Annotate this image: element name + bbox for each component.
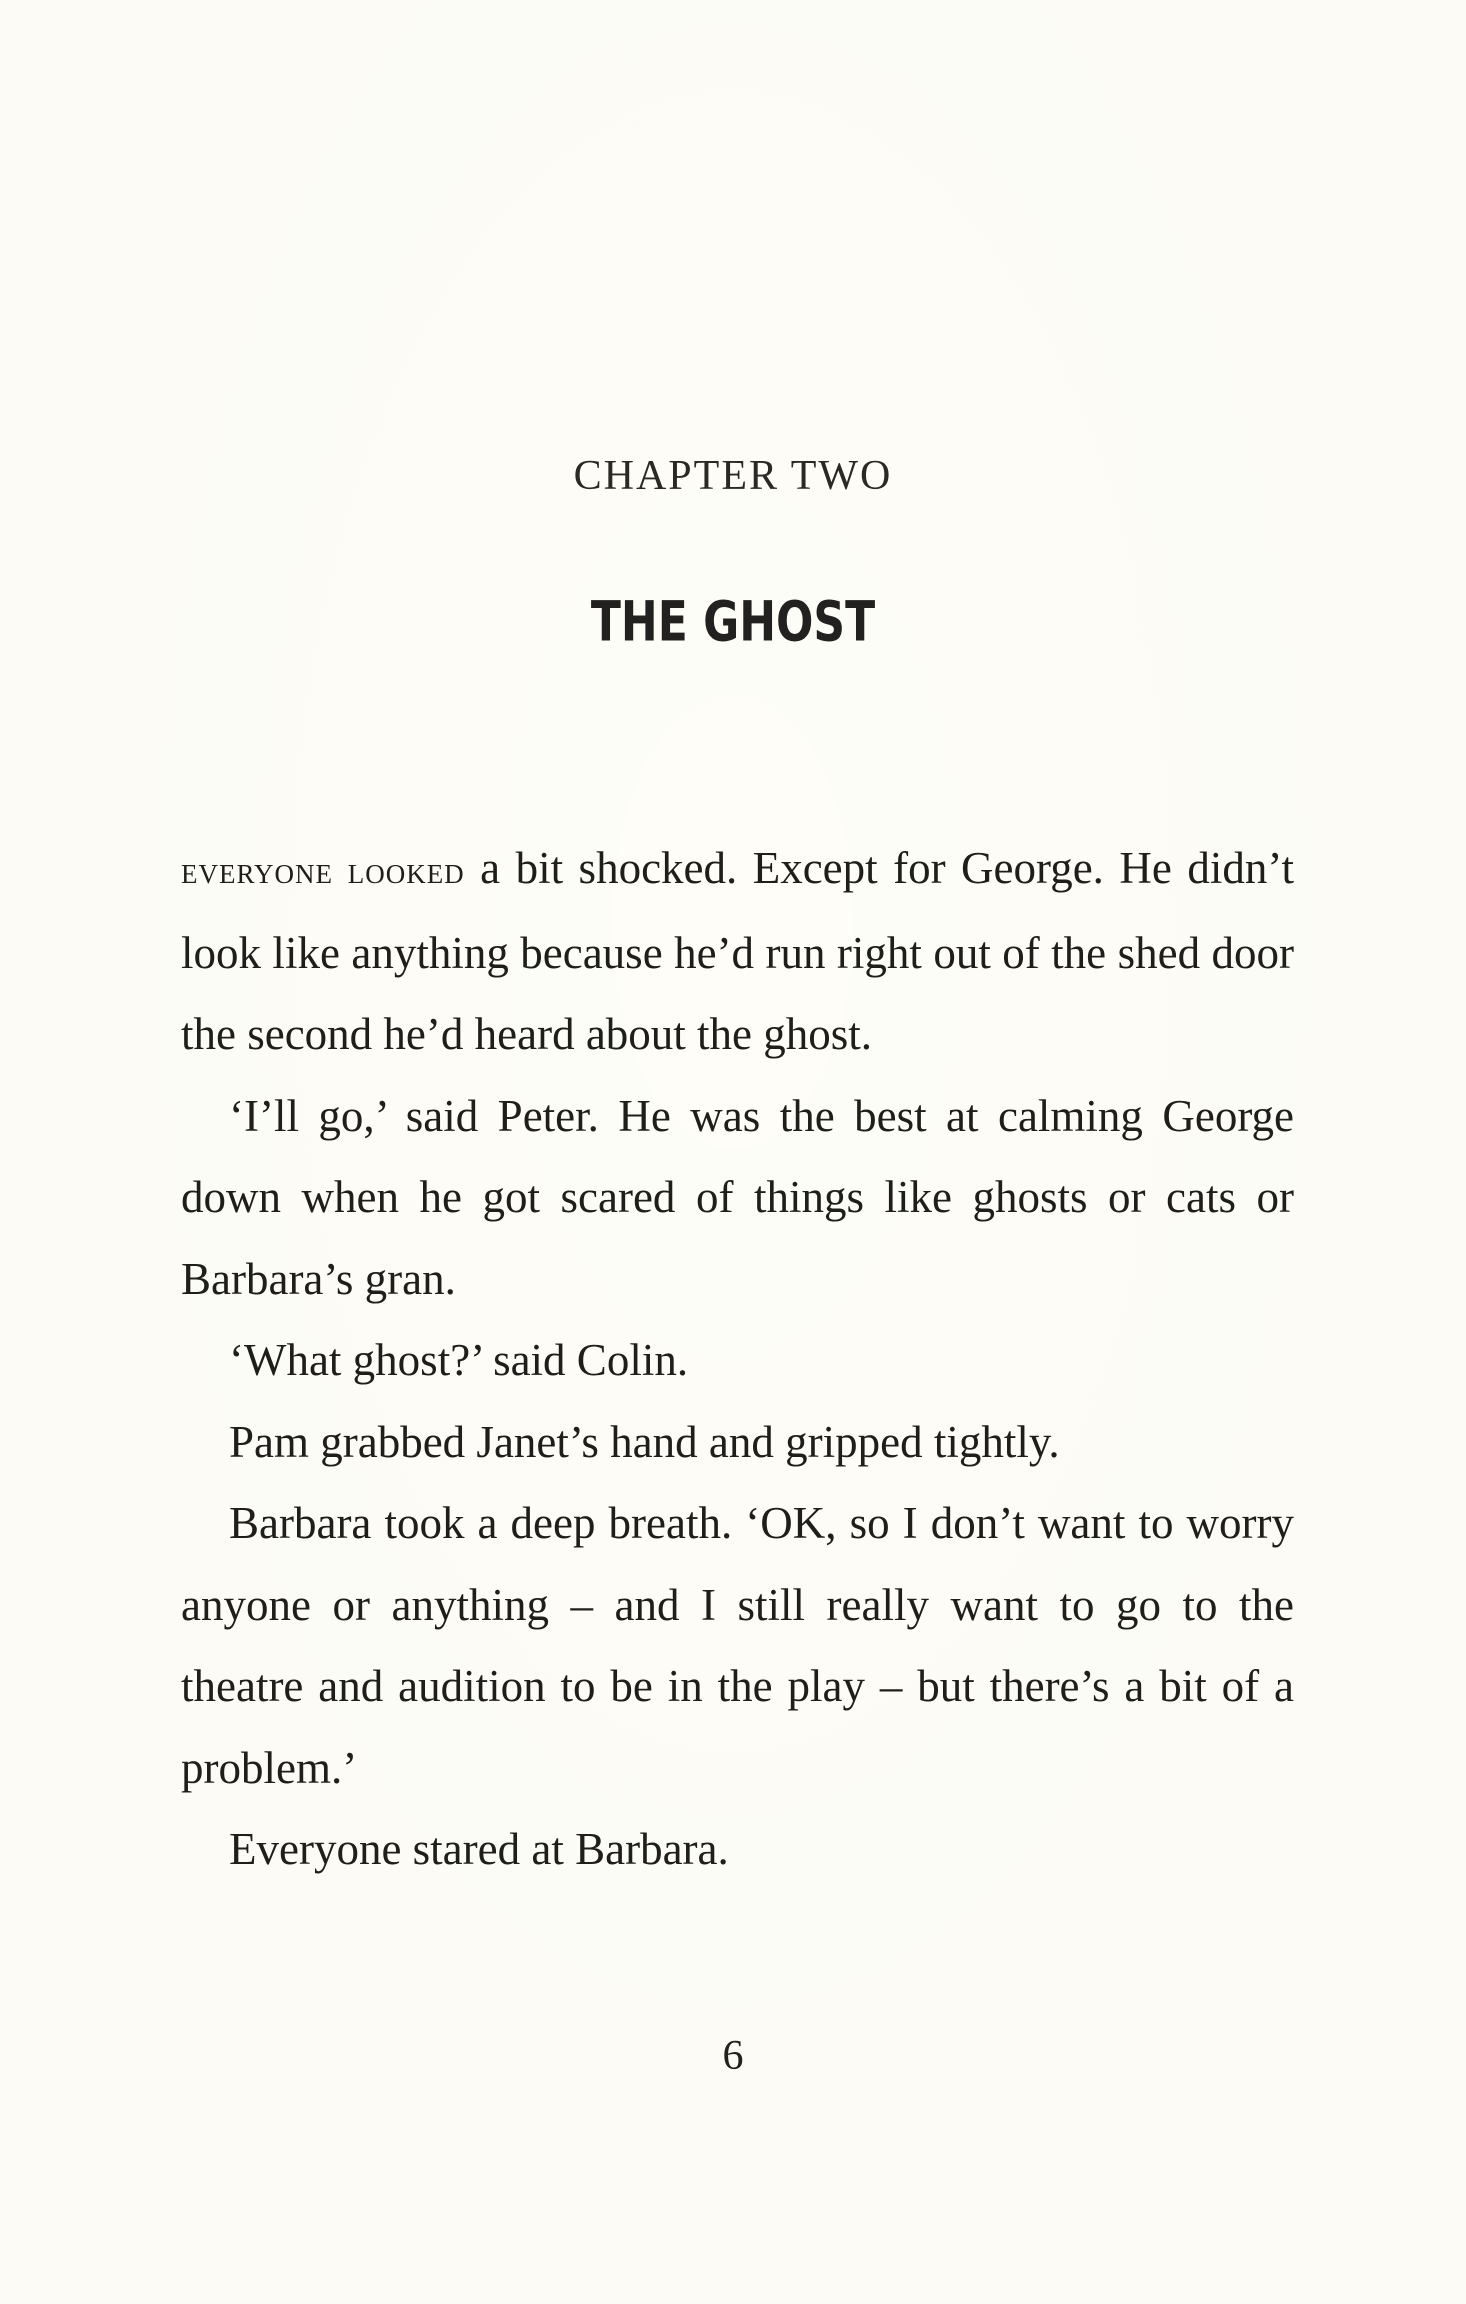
chapter-label: CHAPTER TWO [573, 453, 893, 499]
paragraph: Everyone stared at Barbara. [229, 1824, 729, 1874]
paragraph [181, 828, 1294, 1076]
paragraph: Pam grabbed Janet’s hand and gripped tightly. [229, 1416, 1060, 1467]
paragraph-text: a bit shocked. Except for George. He didn’t look like anything because he’d run right out of the shed door the second he’d heard about the ghost. [181, 843, 1294, 1059]
chapter-title: THE GHOST [590, 590, 876, 655]
paragraph: ‘What ghost?’ said Colin. [229, 1335, 689, 1385]
paragraph: ‘I’ll go,’ said Peter. He was the best at calming George down when he got scared of things like ghosts or cats or Barbara’s gran. [181, 1090, 1294, 1304]
paragraph: Barbara took a deep breath. ‘OK, so I don’t want to worry anyone or anything – and I still really want to go to the theatre and audition to be in the play – but there’s a bit of a problem.’ [181, 1498, 1294, 1793]
body-text [181, 828, 1294, 1891]
page-number: 6 [722, 2033, 744, 2079]
opening-small-caps: everyone looked [181, 850, 465, 892]
